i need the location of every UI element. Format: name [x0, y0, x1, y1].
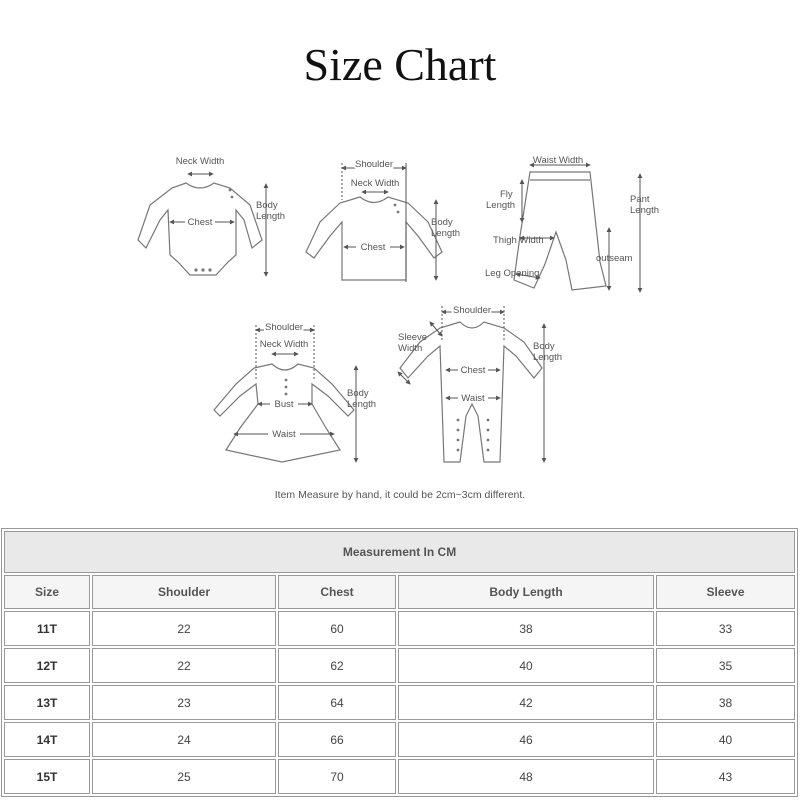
shoulder-cell: 22	[92, 611, 276, 646]
measurement-note: Item Measure by hand, it could be 2cm~3cm different.	[274, 489, 526, 501]
pants-length-label: Length	[630, 205, 660, 216]
sleeve-cell: 38	[656, 685, 795, 720]
size-cell: 11T	[4, 611, 90, 646]
shirt-length-label: Length	[431, 228, 461, 239]
header-shoulder: Shoulder	[92, 575, 276, 609]
romper-waist-label: Waist	[461, 393, 485, 404]
table-row	[4, 611, 795, 646]
chest-cell: 66	[278, 722, 396, 757]
romper-length-label: Length	[533, 352, 563, 363]
pants-diagram	[485, 155, 659, 292]
body-length-cell: 48	[398, 759, 654, 794]
size-cell: 12T	[4, 648, 90, 683]
romper-chest-label: Chest	[460, 365, 486, 376]
chest-cell: 60	[278, 611, 396, 646]
sleeve-cell: 40	[656, 722, 795, 757]
dress-body-label: Body	[347, 388, 369, 399]
pants-fly-label: Fly	[500, 189, 513, 200]
dress-shoulder-label: Shoulder	[264, 322, 304, 333]
sleeve-cell: 35	[656, 648, 795, 683]
shoulder-cell: 23	[92, 685, 276, 720]
dress-diagram	[214, 322, 376, 462]
body-length-cell: 38	[398, 611, 654, 646]
shirt-diagram	[306, 159, 460, 282]
romper-body-label: Body	[533, 341, 555, 352]
chest-cell: 64	[278, 685, 396, 720]
page-title: Size Chart	[303, 39, 497, 90]
dress-neck-width-label: Neck Width	[259, 339, 309, 350]
shoulder-cell: 22	[92, 648, 276, 683]
shoulder-cell: 24	[92, 722, 276, 757]
body-length-cell: 42	[398, 685, 654, 720]
bodysuit-length-label: Length	[256, 211, 286, 222]
pants-fly-length-label: Length	[486, 200, 516, 211]
table-header-row	[4, 575, 795, 609]
pants-waist-width-label: Waist Width	[532, 155, 584, 166]
table-caption: Measurement In CM	[4, 531, 795, 573]
table-row	[4, 685, 795, 720]
bodysuit-chest-label: Chest	[187, 217, 213, 228]
dress-length-label: Length	[347, 399, 377, 410]
pants-pant-label: Pant	[630, 194, 650, 205]
shoulder-cell: 25	[92, 759, 276, 794]
bodysuit-neck-width-label: Neck Width	[175, 156, 225, 167]
size-cell: 13T	[4, 685, 90, 720]
sleeve-cell: 33	[656, 611, 795, 646]
romper-shoulder-label: Shoulder	[452, 305, 492, 316]
shirt-shoulder-label: Shoulder	[354, 159, 394, 170]
size-table	[1, 528, 798, 797]
table-row	[4, 722, 795, 757]
shirt-body-label: Body	[431, 217, 453, 228]
pants-thigh-width-label: Thigh Width	[493, 235, 544, 246]
table-row	[4, 648, 795, 683]
bodysuit-body-label: Body	[256, 200, 278, 211]
bodysuit-diagram	[138, 156, 285, 276]
size-cell: 14T	[4, 722, 90, 757]
romper-width-label: Width	[398, 343, 423, 354]
body-length-cell: 40	[398, 648, 654, 683]
sleeve-cell: 43	[656, 759, 795, 794]
header-size: Size	[4, 575, 90, 609]
chest-cell: 62	[278, 648, 396, 683]
pants-outseam-label: outseam	[596, 253, 633, 264]
romper-diagram	[398, 305, 562, 462]
header-chest: Chest	[278, 575, 396, 609]
romper-sleeve-label: Sleeve	[398, 332, 428, 343]
chest-cell: 70	[278, 759, 396, 794]
dress-bust-label: Bust	[274, 399, 294, 410]
header-body-length: Body Length	[398, 575, 654, 609]
shirt-neck-width-label: Neck Width	[350, 178, 400, 189]
table-row	[4, 759, 795, 794]
size-cell: 15T	[4, 759, 90, 794]
body-length-cell: 46	[398, 722, 654, 757]
header-sleeve: Sleeve	[656, 575, 795, 609]
dress-waist-label: Waist	[272, 429, 296, 440]
shirt-chest-label: Chest	[360, 242, 386, 253]
pants-leg-opening-label: Leg Opening	[485, 268, 540, 279]
